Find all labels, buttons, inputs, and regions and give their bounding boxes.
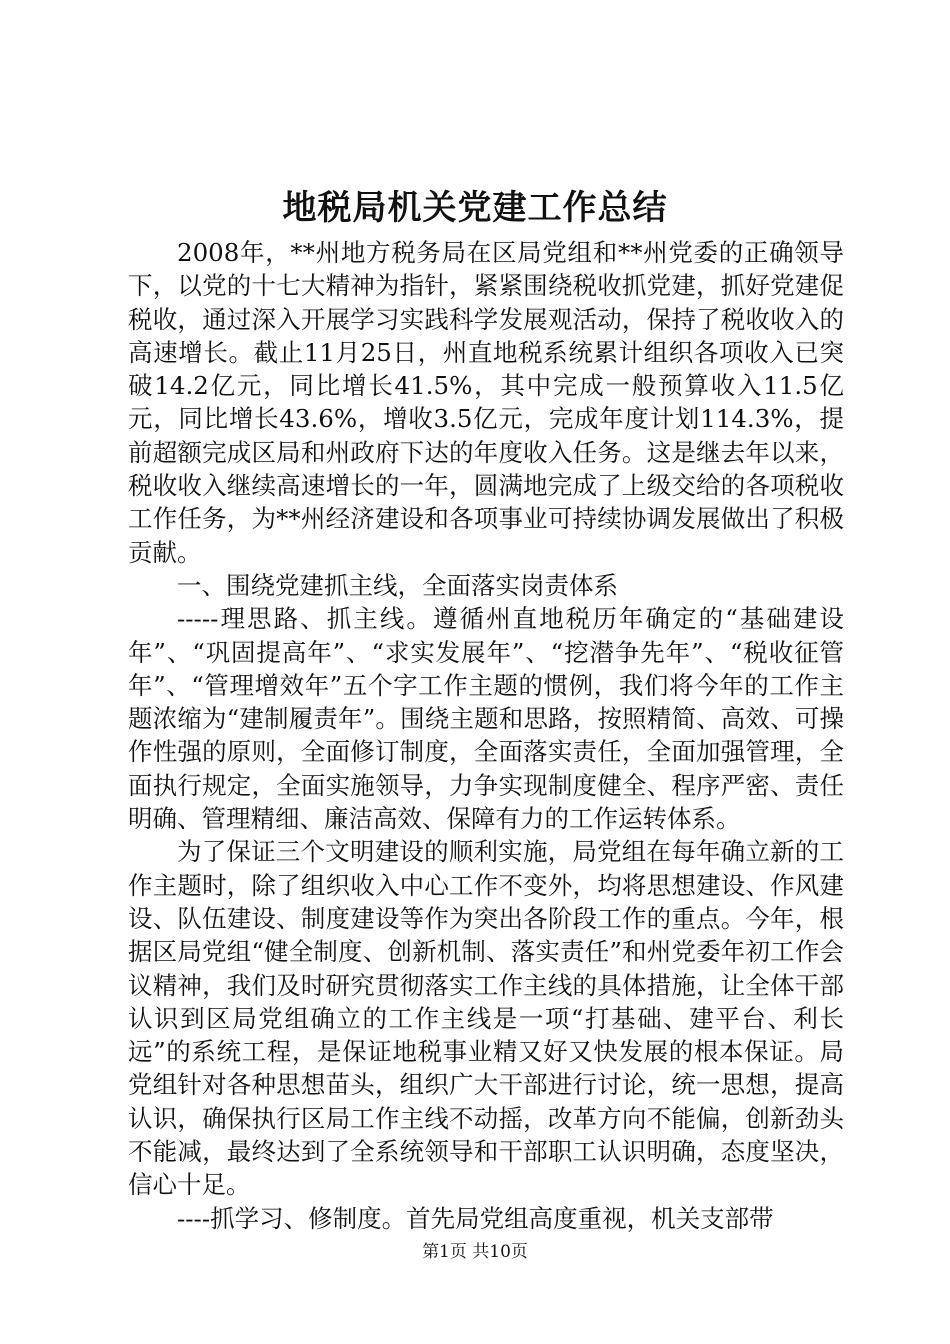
section-heading-1: 一、围绕党建抓主线，全面落实岗责体系	[177, 570, 618, 600]
page-footer: 第1页 共10页	[422, 1242, 528, 1262]
paragraph-theme: -----理思路、抓主线。遵循州直地税历年确定的“基础建设年”、“巩固提高年”、“求实发展年”、“挖潜争先年”、“税收征管年”、“管理增效年”五个字工作主题的惯例，我们将今年的工作主题浓缩为“建制履责年”。围绕主题和思路，按照精简、高效、可操作性强的原则，全面修订制度，全面落实责任，全面加强管理，全面执行规定，全面实施领导，力争实现制度健全、程序严密、责任明确、管理精细、廉洁高效、保障有力的工作运转体系。	[128, 604, 844, 834]
document-title: 地税局机关党建工作总结	[282, 188, 668, 228]
document-body	[128, 236, 844, 1235]
paragraph-three-civilizations: 为了保证三个文明建设的顺利实施，局党组在每年确立新的工作主题时，除了组织收入中心工作不变外，均将思想建设、作风建设、队伍建设、制度建设等作为突出各阶段工作的重点。今年，根据区局党组“健全制度、创新机制、落实责任”和州党委年初工作会议精神，我们及时研究贯彻落实工作主线的具体措施，让全体干部认识到区局党组确立的工作主线是一项“打基础、建平台、利长远”的系统工程，是保证地税事业精又好又快发展的根本保证。局党组针对各种思想苗头，组织广大干部进行讨论，统一思想，提高认识，确保执行区局工作主线不动摇，改革方向不能偏，创新劲头不能减，最终达到了全系统领导和干部职工认识明确，态度坚决，信心十足。	[128, 837, 844, 1200]
paragraph-study: ----抓学习、修制度。首先局党组高度重视，机关支部带	[177, 1203, 774, 1233]
paragraph-intro: 2008年，**州地方税务局在区局党组和**州党委的正确领导下，以党的十七大精神为指针，紧紧围绕税收抓党建，抓好党建促税收，通过深入开展学习实践科学发展观活动，保持了税收收入的高速增长。截止11月25日，州直地税系统累计组织各项收入已突破14.2亿元，同比增长41.5%，其中完成一般预算收入11.5亿元，同比增长43.6%，增收3.5亿元，完成年度计划114.3%，提前超额完成区局和州政府下达的年度收入任务。这是继去年以来，税收收入继续高速增长的一年，圆满地完成了上级交给的各项税收工作任务，为**州经济建设和各项事业可持续协调发展做出了积极贡献。	[128, 238, 844, 567]
